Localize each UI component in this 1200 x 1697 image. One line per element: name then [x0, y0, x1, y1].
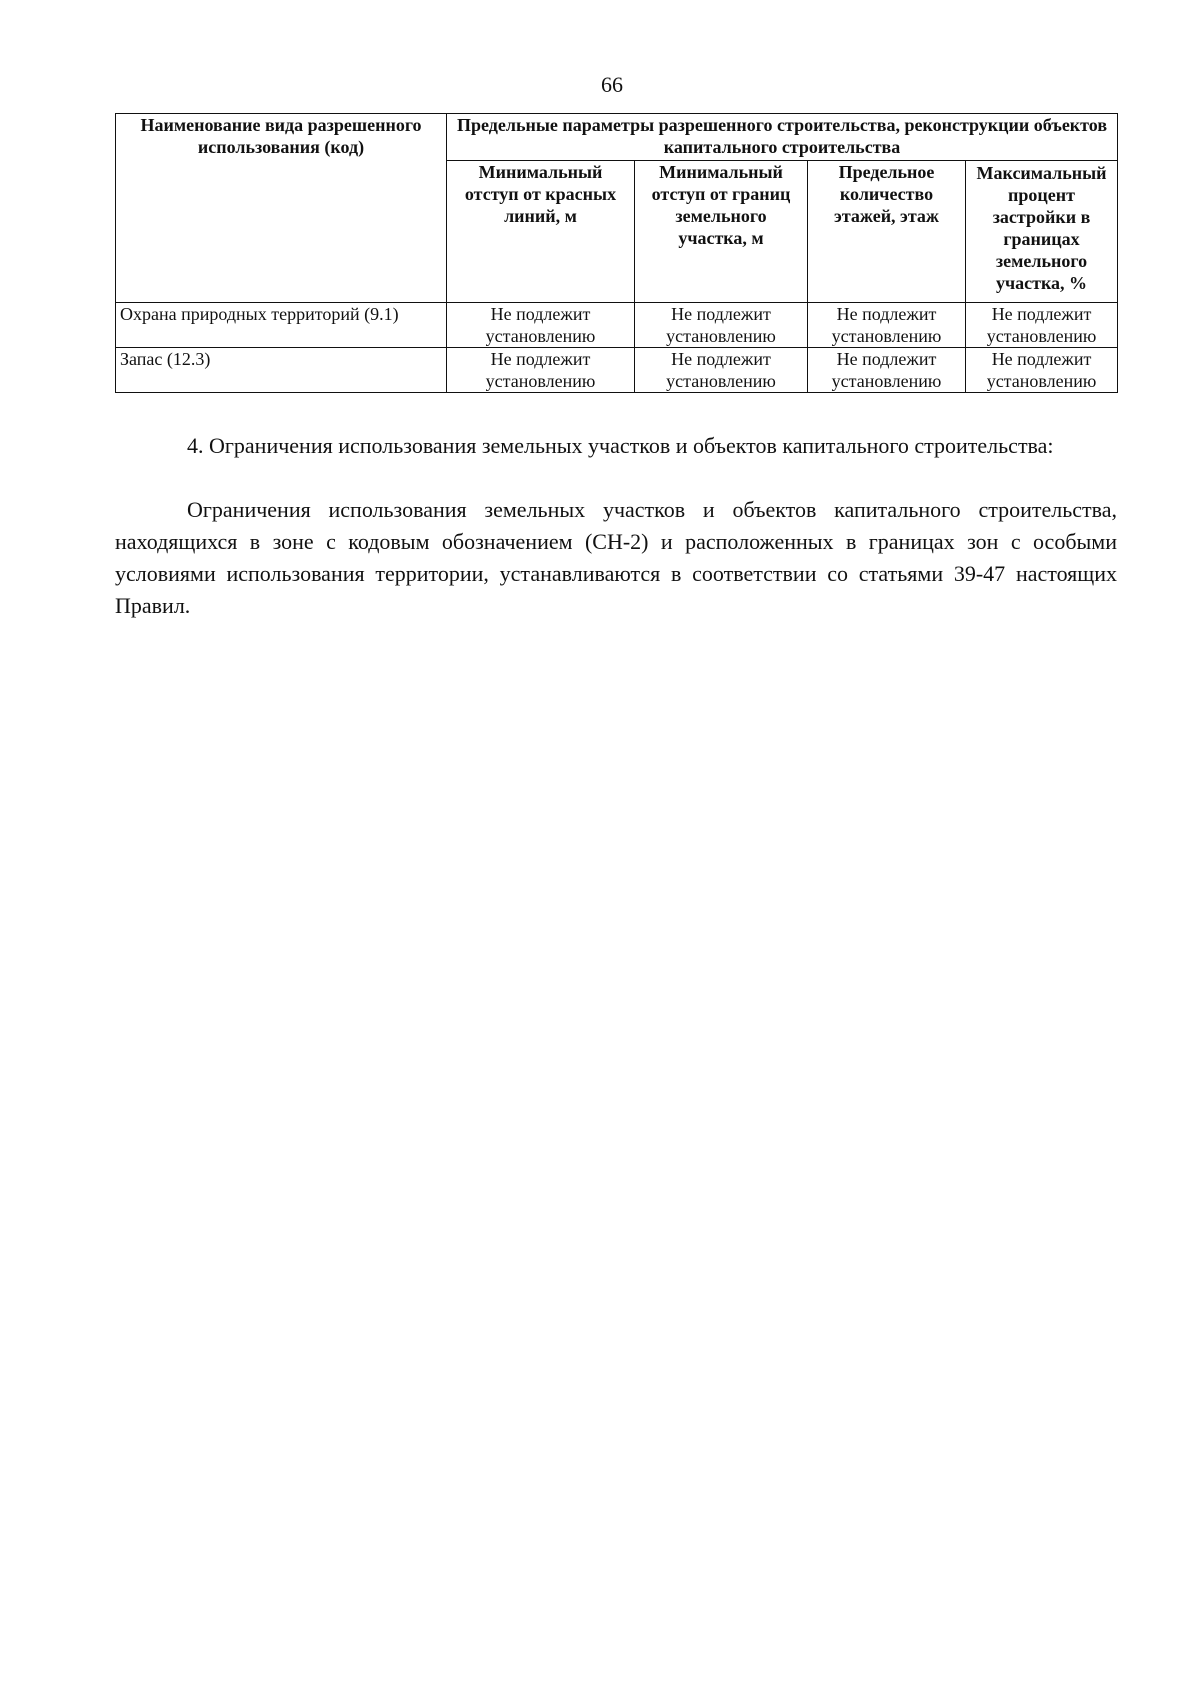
table-header-row [116, 114, 1118, 161]
table-row [116, 303, 1118, 348]
row-value: Не подлежит установлению [635, 348, 808, 393]
row-name: Запас (12.3) [116, 348, 447, 393]
row-name: Охрана природных территорий (9.1) [116, 303, 447, 348]
row-value: Не подлежит установлению [808, 303, 966, 348]
header-min-red-line-setback: Минимальный отступ от красных линий, м [447, 161, 635, 303]
row-value: Не подлежит установлению [966, 348, 1118, 393]
header-parameters-group: Предельные параметры разрешенного строительства, реконструкции объектов капитального строительства [447, 114, 1118, 161]
row-value: Не подлежит установлению [447, 303, 635, 348]
row-value: Не подлежит установлению [808, 348, 966, 393]
header-max-floors: Предельное количество этажей, этаж [808, 161, 966, 303]
row-value: Не подлежит установлению [447, 348, 635, 393]
body-paragraph-text: Ограничения использования земельных участков и объектов капитального строительства, находящихся в зоне с кодовым обозначением (СН-2) и расположенных в границах зон с особыми условиями использования территории, устанавливаются в соответствии со статьями 39-47 настоящих Правил. [115, 497, 1117, 618]
section-heading-text: 4. Ограничения использования земельных участков и объектов капитального строительства: [187, 433, 1054, 458]
page-number: 66 [601, 72, 623, 97]
header-max-coverage-percent: Максимальный процент застройки в границах земельного участка, % [966, 161, 1118, 303]
header-name-column: Наименование вида разрешенного использования (код) [116, 114, 447, 303]
body-paragraph [115, 494, 1117, 622]
header-min-boundary-setback: Минимальный отступ от границ земельного участка, м [635, 161, 808, 303]
row-value: Не подлежит установлению [966, 303, 1118, 348]
parameters-table [115, 113, 1118, 393]
row-value: Не подлежит установлению [635, 303, 808, 348]
table-row [116, 348, 1118, 393]
section-heading [115, 430, 1117, 462]
